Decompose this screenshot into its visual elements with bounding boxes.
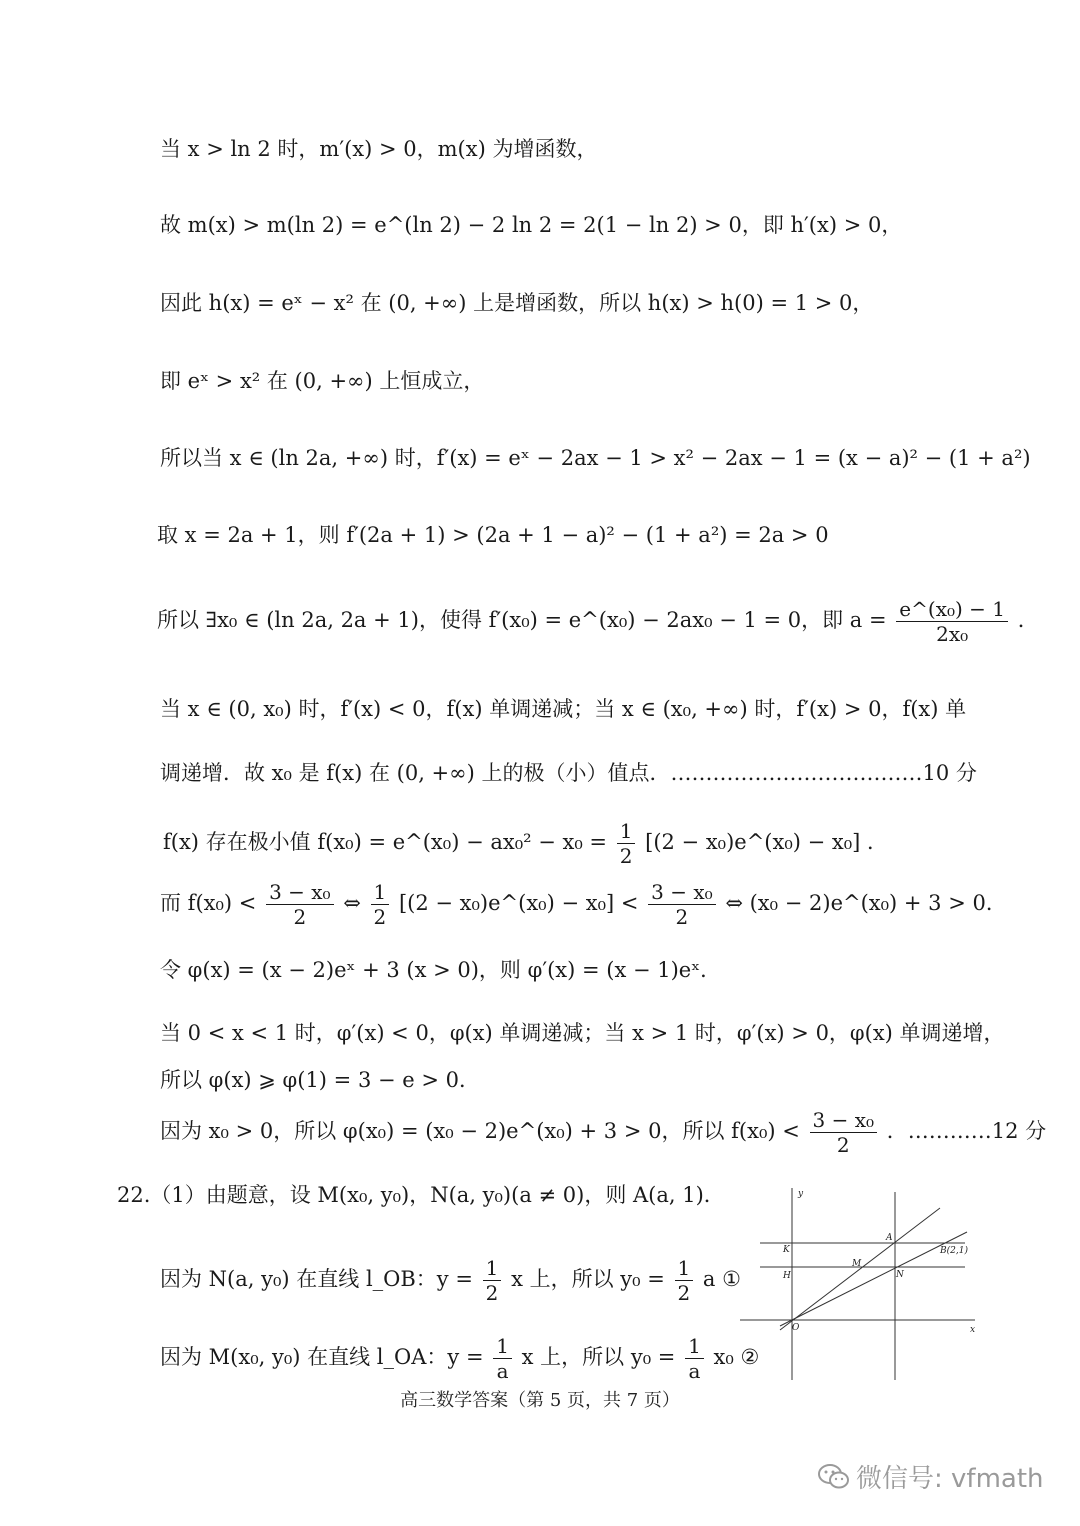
text-line-6: 取 x = 2a + 1，则 f′(2a + 1) > (2a + 1 − a)² − (1 + a²) = 2a > 0 xyxy=(157,523,829,547)
label-b: B(2,1) xyxy=(940,1246,968,1256)
oa-mid: x 上，所以 y₀ = xyxy=(521,1345,676,1369)
fraction-denominator: 2x₀ xyxy=(936,622,969,646)
text-line-2: 故 m(x) > m(ln 2) = e^(ln 2) − 2 ln 2 = 2(1 − ln 2) > 0，即 h′(x) > 0， xyxy=(160,213,903,237)
label-k: K xyxy=(783,1245,790,1255)
fraction-numerator: 1 xyxy=(617,819,636,844)
fraction-a xyxy=(896,597,1008,646)
text-line-ob xyxy=(160,1256,741,1305)
exists-prefix: 所以 ∃x₀ ∈ (ln 2a, 2a + 1)，使得 f′(x₀) = e^(x₀) − 2ax₀ − 1 = 0，即 a = xyxy=(157,608,887,632)
fraction-denominator: 2 xyxy=(836,1133,850,1157)
fraction-numerator: 1 xyxy=(371,880,390,905)
label-o: O xyxy=(792,1323,800,1333)
fraction-denominator: 2 xyxy=(485,1281,499,1305)
ineq-part-3: [(2 − x₀)e^(x₀) − x₀] < xyxy=(398,891,639,915)
watermark-text: 微信号: vfmath xyxy=(856,1464,1044,1494)
fraction-final xyxy=(810,1108,878,1157)
fraction-denominator: a xyxy=(496,1359,509,1383)
ineq-part-4: ⇔ (x₀ − 2)e^(x₀) + 3 > 0． xyxy=(725,891,1007,915)
line-ob xyxy=(780,1232,967,1326)
oa-suffix: x₀ ② xyxy=(713,1345,760,1369)
fraction-ob-1 xyxy=(483,1256,502,1305)
fraction-2 xyxy=(371,880,390,929)
text-line-7: 当 x ∈ (0, x₀) 时，f′(x) < 0，f(x) 单调递减；当 x ∈ (x₀, +∞) 时，f′(x) > 0，f(x) 单 xyxy=(160,697,967,721)
text-line-3: 因此 h(x) = eˣ − x² 在 (0, +∞) 上是增函数，所以 h(x) > h(0) = 1 > 0， xyxy=(160,291,874,315)
text-line-ineq xyxy=(160,880,1007,929)
ob-mid: x 上，所以 y₀ = xyxy=(511,1267,665,1291)
fraction-numerator: 1 xyxy=(685,1334,704,1359)
min-suffix: [(2 − x₀)e^(x₀) − x₀] ． xyxy=(645,830,889,854)
fraction-numerator: 3 − x₀ xyxy=(648,880,716,905)
text-line-min xyxy=(163,819,888,868)
ineq-part-2: ⇔ xyxy=(343,891,361,915)
fraction-ob-2 xyxy=(675,1256,694,1305)
fraction-numerator: 3 − x₀ xyxy=(266,880,334,905)
fraction-oa-1 xyxy=(493,1334,512,1383)
fraction-numerator: 1 xyxy=(483,1256,502,1281)
exists-suffix: ． xyxy=(1017,608,1039,632)
oa-prefix: 因为 M(x₀, y₀) 在直线 l_OA：y = xyxy=(160,1345,484,1369)
label-y: y xyxy=(798,1189,804,1199)
text-line-4: 即 eˣ > x² 在 (0, +∞) 上恒成立， xyxy=(160,369,485,393)
fraction-3 xyxy=(648,880,716,929)
fraction-numerator: 1 xyxy=(675,1256,694,1281)
fraction-denominator: 2 xyxy=(619,844,633,868)
ob-suffix: a ① xyxy=(702,1267,741,1291)
text-line-5: 所以当 x ∈ (ln 2a, +∞) 时，f′(x) = eˣ − 2ax − 1 > x² − 2ax − 1 = (x − a)² − (1 + a²) xyxy=(160,446,1031,470)
label-h: H xyxy=(783,1271,791,1281)
text-line-8: 调递增．故 x₀ 是 f(x) 在 (0, +∞) 上的极（小）值点．………………………………10 分 xyxy=(160,761,977,785)
fraction-denominator: 2 xyxy=(677,1281,691,1305)
text-line-oa xyxy=(160,1334,759,1383)
text-line-9: 令 φ(x) = (x − 2)eˣ + 3 (x > 0)，则 φ′(x) = (x − 1)eˣ． xyxy=(160,958,722,982)
text-line-10: 当 0 < x < 1 时，φ′(x) < 0，φ(x) 单调递减；当 x > 1 时，φ′(x) > 0，φ(x) 单调递增， xyxy=(160,1021,1005,1045)
wechat-watermark xyxy=(818,1458,1044,1495)
page-footer: 高三数学答案（第 5 页，共 7 页） xyxy=(400,1390,680,1411)
fraction-denominator: 2 xyxy=(293,905,307,929)
fraction-oa-2 xyxy=(685,1334,704,1383)
min-prefix: f(x) 存在极小值 f(x₀) = e^(x₀) − ax₀² − x₀ = xyxy=(163,830,608,854)
fraction-half xyxy=(617,819,636,868)
fraction-denominator: 2 xyxy=(675,905,689,929)
text-line-11: 所以 φ(x) ⩾ φ(1) = 3 − e > 0． xyxy=(160,1068,480,1092)
label-x: x xyxy=(970,1325,976,1335)
final-suffix: ．…………12 分 xyxy=(886,1119,1047,1143)
text-line-1: 当 x > ln 2 时，m′(x) > 0，m(x) 为增函数， xyxy=(160,137,598,161)
text-line-exists xyxy=(157,597,1039,646)
coordinate-diagram xyxy=(735,1180,980,1380)
label-m: M xyxy=(852,1259,862,1269)
fraction-1 xyxy=(266,880,334,929)
fraction-numerator: e^(x₀) − 1 xyxy=(896,597,1008,622)
line-oa xyxy=(780,1208,940,1330)
ob-prefix: 因为 N(a, y₀) 在直线 l_OB：y = xyxy=(160,1267,473,1291)
label-a: A xyxy=(886,1233,893,1243)
text-line-22: 22.（1）由题意，设 M(x₀, y₀)，N(a, y₀)(a ≠ 0)，则 A(a, 1)． xyxy=(117,1183,725,1207)
wechat-icon xyxy=(818,1463,850,1491)
label-n: N xyxy=(896,1270,904,1280)
text-line-final xyxy=(160,1108,1046,1157)
ineq-part-1: 而 f(x₀) < xyxy=(160,891,257,915)
fraction-numerator: 3 − x₀ xyxy=(810,1108,878,1133)
fraction-denominator: a xyxy=(688,1359,701,1383)
fraction-denominator: 2 xyxy=(373,905,387,929)
final-prefix: 因为 x₀ > 0，所以 φ(x₀) = (x₀ − 2)e^(x₀) + 3 > 0，所以 f(x₀) < xyxy=(160,1119,800,1143)
fraction-numerator: 1 xyxy=(493,1334,512,1359)
